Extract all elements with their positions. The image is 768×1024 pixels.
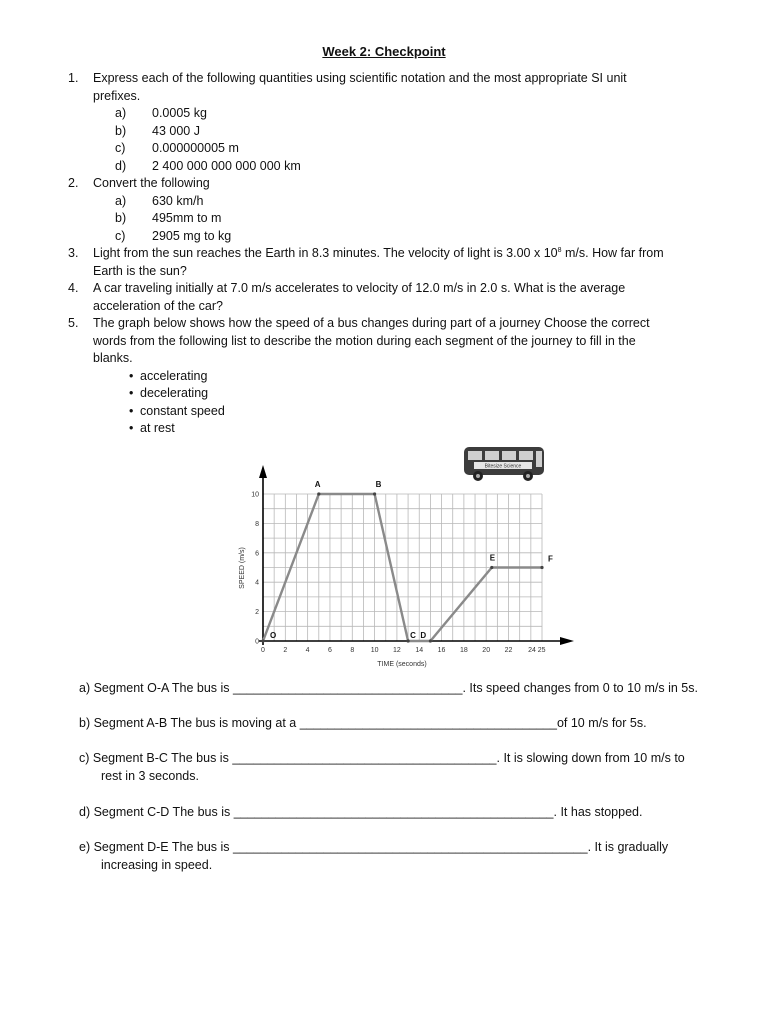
question-4 xyxy=(68,280,698,315)
x-tick-label: 22 xyxy=(504,647,513,654)
speed-time-graph xyxy=(228,460,580,672)
x-tick-label: 2 xyxy=(283,647,288,654)
question-1 xyxy=(68,70,698,175)
y-tick-label: 8 xyxy=(255,520,259,528)
question-number: 3. xyxy=(68,246,79,260)
x-tick-label: 18 xyxy=(459,647,468,654)
x-axis-arrow xyxy=(560,637,574,645)
x-tick-label: 24 25 xyxy=(528,647,546,654)
question-text: Convert the following xyxy=(93,176,210,190)
question-text: Express each of the following quantities using scientific notation and the most appropriate SI unit xyxy=(93,71,627,85)
point-label: D xyxy=(420,631,427,640)
y-tick-label: 4 xyxy=(255,579,259,587)
list-item: c) 2905 mg to kg xyxy=(115,228,232,243)
page-title: Week 2: Checkpoint xyxy=(322,44,446,59)
option-item: • constant speed xyxy=(129,403,225,418)
data-point xyxy=(490,566,493,569)
y-axis-arrow xyxy=(259,465,267,478)
y-tick-label: 0 xyxy=(255,638,259,646)
question-text-continued: acceleration of the car? xyxy=(93,298,223,313)
list-item: d) 2 400 000 000 000 000 km xyxy=(115,158,301,173)
data-point xyxy=(317,492,320,495)
x-tick-label: 10 xyxy=(370,647,379,654)
answer-blank[interactable]: _________________________________ xyxy=(233,681,463,695)
point-label: C xyxy=(410,631,416,640)
option-item: • accelerating xyxy=(129,368,208,383)
bus-sign: Bitesize Science xyxy=(484,463,522,470)
question-5 xyxy=(68,315,698,438)
question-text: Light from the sun reaches the Earth in 8.3 minutes. The velocity of light is 3.00 x $10^8$ m/s. How far from xyxy=(93,246,664,260)
y-tick-label: 10 xyxy=(251,491,259,499)
x-tick-label: 8 xyxy=(350,647,355,654)
x-tick-label: 14 xyxy=(415,647,424,654)
list-item: a) 0.0005 kg xyxy=(115,106,207,120)
question-text-continued: Earth is the sun? xyxy=(93,263,187,278)
x-tick-label: 6 xyxy=(328,647,332,654)
exponent: 8 xyxy=(557,246,562,254)
option-item: • at rest xyxy=(129,421,175,435)
question-text: A car traveling initially at 7.0 m/s accelerates to velocity of 12.0 m/s in 2.0 s. What is the average xyxy=(93,281,626,295)
chart-ticks xyxy=(251,492,545,655)
y-tick-label: 2 xyxy=(255,609,259,617)
question-text-continued: prefixes. xyxy=(93,88,141,103)
point-label: B xyxy=(375,480,382,489)
chart-labels xyxy=(239,480,553,668)
question-text-continued: blanks. xyxy=(93,351,133,365)
list-item: c) 0.000000005 m xyxy=(115,141,239,155)
question-number: 1. xyxy=(68,71,79,85)
segment-e: e) Segment D-E The bus is ___________________________________________________. It is gradually increasing in speed. xyxy=(79,840,669,872)
segment-d: d) Segment C-D The bus is ______________________________________________. It has stopped. xyxy=(79,805,643,819)
x-axis-title: TIME (seconds) xyxy=(377,661,427,668)
data-point xyxy=(540,566,543,569)
x-tick-label: 16 xyxy=(437,647,446,654)
question-number: 2. xyxy=(68,176,79,190)
x-tick-label: 20 xyxy=(482,647,491,654)
list-item: b) 43 000 J xyxy=(115,123,200,138)
y-axis-title: SPEED (m/s) xyxy=(239,547,246,589)
question-number: 4. xyxy=(68,281,79,295)
option-item: • decelerating xyxy=(129,386,209,400)
point-label: A xyxy=(314,480,321,489)
x-tick-label: 12 xyxy=(393,647,401,654)
answer-blank[interactable]: ___________________________________________________ xyxy=(233,840,588,854)
question-text: The graph below shows how the speed of a bus changes during part of a journey Choose the correct xyxy=(93,316,650,330)
answer-blank[interactable]: ______________________________________________ xyxy=(233,805,554,819)
x-tick-label: 0 xyxy=(261,647,265,654)
list-item: a) 630 km/h xyxy=(115,193,204,208)
x-tick-label: 4 xyxy=(305,647,310,654)
segment-a: a) Segment O-A The bus is _________________________________. Its speed changes from 0 to 10 m/s in 5s. xyxy=(79,681,698,695)
list-item: b) 495mm to m xyxy=(115,211,222,225)
y-tick-label: 6 xyxy=(255,550,259,558)
answer-blank[interactable]: ______________________________________ xyxy=(232,751,497,765)
question-text-continued: words from the following list to describe the motion during each segment of the journey to fill in the xyxy=(93,333,636,348)
data-point xyxy=(373,492,376,495)
point-label: F xyxy=(548,554,553,564)
question-3 xyxy=(68,245,698,280)
segment-c: c) Segment B-C The bus is ______________________________________. It is slowing down from 10 m/s to rest in 3 seconds. xyxy=(79,751,685,783)
data-point xyxy=(261,639,264,642)
question-number: 5. xyxy=(68,316,79,330)
answer-blank[interactable]: _____________________________________ xyxy=(299,716,557,730)
point-label: O xyxy=(270,631,277,640)
question-2 xyxy=(68,175,698,245)
segment-b: b) Segment A-B The bus is moving at a _____________________________________of 10 m/s for 5s. xyxy=(79,716,647,730)
data-point xyxy=(429,639,432,642)
point-label: E xyxy=(489,553,496,563)
chart-axes xyxy=(259,465,574,645)
